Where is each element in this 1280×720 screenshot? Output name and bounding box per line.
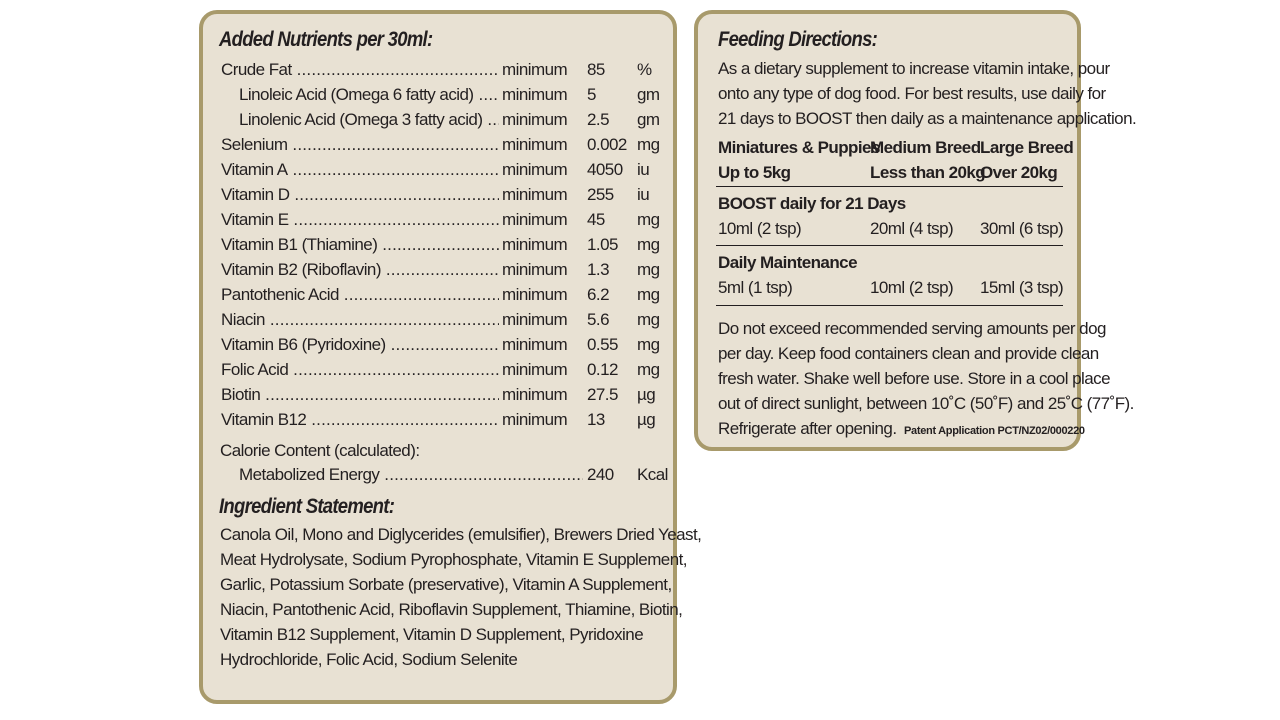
nutrient-value: 0.12 — [587, 360, 618, 379]
nutrients-heading: Added Nutrients per 30ml: — [219, 28, 433, 51]
nutrient-value: 5 — [587, 85, 596, 104]
nutrient-value: 27.5 — [587, 385, 618, 404]
nutrient-row — [221, 409, 666, 431]
energy-unit: Kcal — [637, 465, 668, 484]
nutrient-value: 85 — [587, 60, 605, 79]
nutrient-qualifier: minimum — [502, 360, 568, 379]
boost-value-large: 30ml (6 tsp) — [980, 219, 1064, 238]
warning-line: out of direct sunlight, between 10˚C (50˚F) and 25˚C (77˚F). — [718, 394, 1134, 413]
nutrient-label: Vitamin B1 (Thiamine) ..... — [221, 234, 499, 256]
col-header-large — [980, 135, 1073, 185]
energy-value: 240 — [587, 465, 614, 484]
nutrient-row — [221, 134, 666, 156]
ingredients-line: Meat Hydrolysate, Sodium Pyrophosphate, Vitamin E Supplement, — [220, 550, 687, 569]
warning-line: Do not exceed recommended serving amounts per dog — [718, 319, 1106, 338]
ingredients-line: Garlic, Potassium Sorbate (preservative), Vitamin A Supplement, — [220, 575, 672, 594]
nutrient-qualifier: minimum — [502, 135, 568, 154]
nutrient-value: 0.55 — [587, 335, 618, 354]
col-header-line: Medium Breed — [870, 138, 981, 157]
feeding-intro — [718, 56, 1136, 131]
nutrient-label: Selenium ..... — [221, 134, 499, 156]
nutrient-qualifier: minimum — [502, 260, 568, 279]
col-header-medium — [870, 135, 985, 185]
ingredients-text — [220, 522, 701, 672]
feeding-panel — [694, 10, 1137, 451]
intro-line: onto any type of dog food. For best results, use daily for — [718, 84, 1106, 103]
nutrient-qualifier: minimum — [502, 410, 568, 429]
nutrient-row — [221, 284, 666, 306]
nutrient-qualifier: minimum — [502, 185, 568, 204]
nutrient-qualifier: minimum — [502, 60, 568, 79]
nutrient-unit: gm — [637, 110, 660, 129]
nutrient-unit: mg — [637, 235, 660, 254]
nutrient-value: 5.6 — [587, 310, 609, 329]
nutrient-label: Vitamin D ..... — [221, 184, 499, 206]
nutrient-value: 13 — [587, 410, 605, 429]
intro-line: As a dietary supplement to increase vitamin intake, pour — [718, 59, 1110, 78]
nutrient-unit: iu — [637, 160, 650, 179]
energy-row — [221, 464, 666, 486]
feeding-heading: Feeding Directions: — [718, 28, 878, 51]
nutrient-row — [221, 334, 666, 356]
nutrient-label: Linolenic Acid (Omega 3 fatty acid) ..... — [239, 109, 499, 131]
maintenance-title: Daily Maintenance — [718, 253, 857, 272]
nutrient-label: Vitamin B12 ..... — [221, 409, 499, 431]
nutrient-row — [221, 259, 666, 281]
nutrient-label: Vitamin B6 (Pyridoxine) ..... — [221, 334, 499, 356]
ingredients-line: Vitamin B12 Supplement, Vitamin D Supplement, Pyridoxine — [220, 625, 644, 644]
divider — [716, 186, 1063, 187]
col-header-miniatures — [718, 135, 880, 185]
nutrient-unit: mg — [637, 310, 660, 329]
nutrient-row — [221, 309, 666, 331]
nutrient-value: 45 — [587, 210, 605, 229]
nutrient-unit: mg — [637, 285, 660, 304]
col-header-line: Less than 20kg — [870, 163, 986, 182]
nutrient-unit: iu — [637, 185, 650, 204]
patent-note: Patent Application PCT/NZ02/000220 — [904, 425, 1085, 437]
nutrient-row — [221, 159, 666, 181]
nutrient-row — [221, 109, 666, 131]
nutrient-row — [221, 384, 666, 406]
nutrient-label: Biotin ..... — [221, 384, 499, 406]
nutrient-label: Vitamin A ..... — [221, 159, 499, 181]
nutrient-row — [221, 209, 666, 231]
nutrient-unit: µg — [637, 385, 656, 404]
calorie-title: Calorie Content (calculated): — [220, 441, 420, 460]
nutrient-value: 1.3 — [587, 260, 609, 279]
intro-line: 21 days to BOOST then daily as a maintenance application. — [718, 109, 1137, 128]
nutrient-value: 0.002 — [587, 135, 627, 154]
nutrient-unit: mg — [637, 135, 660, 154]
boost-value-miniatures: 10ml (2 tsp) — [718, 219, 802, 238]
nutrient-unit: % — [637, 60, 652, 79]
nutrient-qualifier: minimum — [502, 310, 568, 329]
divider — [716, 245, 1063, 246]
nutrient-unit: mg — [637, 360, 660, 379]
nutrient-unit: µg — [637, 410, 656, 429]
nutrient-qualifier: minimum — [502, 235, 568, 254]
ingredients-heading: Ingredient Statement: — [219, 495, 395, 518]
nutrient-label: Folic Acid ..... — [221, 359, 499, 381]
maintenance-value-miniatures: 5ml (1 tsp) — [718, 278, 793, 297]
nutrient-label: Crude Fat ..... — [221, 59, 499, 81]
nutrient-label: Pantothenic Acid ..... — [221, 284, 499, 306]
ingredients-line: Hydrochloride, Folic Acid, Sodium Selenite — [220, 650, 518, 669]
col-header-line: Large Breed — [980, 138, 1074, 157]
nutrient-unit: mg — [637, 260, 660, 279]
ingredients-line: Canola Oil, Mono and Diglycerides (emulsifier), Brewers Dried Yeast, — [220, 525, 702, 544]
boost-title: BOOST daily for 21 Days — [718, 194, 906, 213]
nutrient-unit: mg — [637, 335, 660, 354]
col-header-line: Over 20kg — [980, 163, 1058, 182]
energy-label: Metabolized Energy ..... — [239, 464, 583, 486]
nutrient-label: Niacin ..... — [221, 309, 499, 331]
nutrient-qualifier: minimum — [502, 110, 568, 129]
boost-value-medium: 20ml (4 tsp) — [870, 219, 954, 238]
nutrient-qualifier: minimum — [502, 210, 568, 229]
nutrient-qualifier: minimum — [502, 285, 568, 304]
nutrient-row — [221, 59, 666, 81]
nutrient-value: 6.2 — [587, 285, 609, 304]
nutrient-row — [221, 84, 666, 106]
maintenance-value-large: 15ml (3 tsp) — [980, 278, 1064, 297]
col-header-line: Miniatures & Puppies — [718, 138, 880, 157]
nutrient-value: 255 — [587, 185, 614, 204]
warning-line: per day. Keep food containers clean and provide clean — [718, 344, 1099, 363]
nutrient-unit: gm — [637, 85, 660, 104]
nutrient-label: Vitamin B2 (Riboflavin) ..... — [221, 259, 499, 281]
nutrient-qualifier: minimum — [502, 335, 568, 354]
nutrients-panel — [199, 10, 702, 704]
nutrient-label: Linoleic Acid (Omega 6 fatty acid) ..... — [239, 84, 499, 106]
warning-line: Refrigerate after opening. — [718, 419, 897, 438]
nutrient-row — [221, 359, 666, 381]
maintenance-value-medium: 10ml (2 tsp) — [870, 278, 954, 297]
nutrient-qualifier: minimum — [502, 385, 568, 404]
warning-line: fresh water. Shake well before use. Store in a cool place — [718, 369, 1110, 388]
nutrient-unit: mg — [637, 210, 660, 229]
col-header-line: Up to 5kg — [718, 163, 791, 182]
nutrient-label: Vitamin E ..... — [221, 209, 499, 231]
nutrient-qualifier: minimum — [502, 85, 568, 104]
ingredients-line: Niacin, Pantothenic Acid, Riboflavin Supplement, Thiamine, Biotin, — [220, 600, 683, 619]
nutrient-row — [221, 184, 666, 206]
nutrient-value: 2.5 — [587, 110, 609, 129]
nutrient-value: 4050 — [587, 160, 623, 179]
nutrient-qualifier: minimum — [502, 160, 568, 179]
divider — [716, 305, 1063, 306]
nutrient-value: 1.05 — [587, 235, 618, 254]
nutrient-row — [221, 234, 666, 256]
